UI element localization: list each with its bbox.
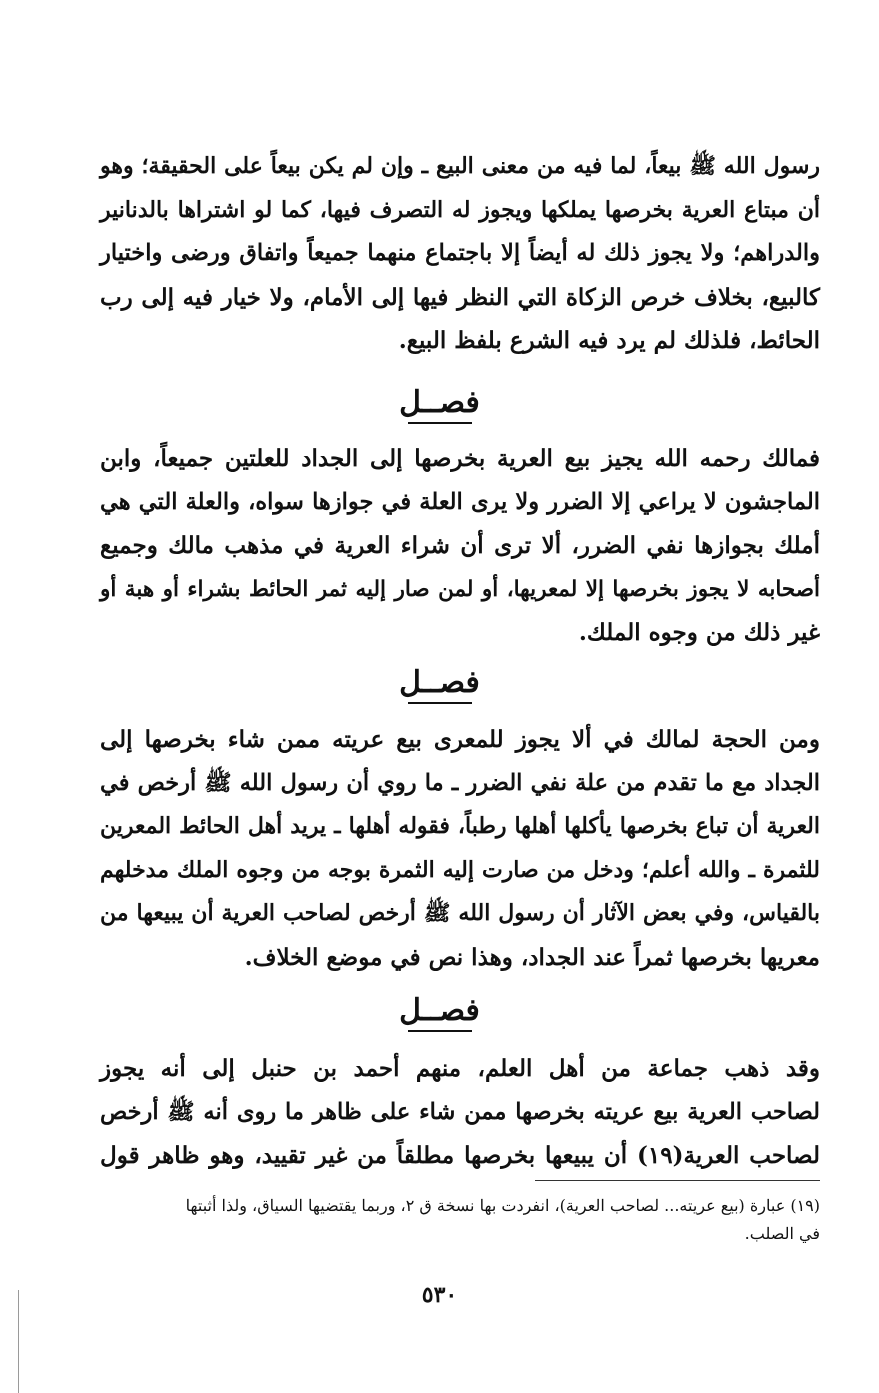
page-number: ٥٣٠ bbox=[421, 1282, 458, 1308]
paragraph-2 bbox=[100, 437, 820, 655]
text-line: الماجشون لا يراعي إلا الضرر ولا يرى العلة في جوازها سواه، والعلة التي هي bbox=[100, 488, 820, 515]
text-line: العرية أن تباع بخرصها يأكلها أهلها رطباً، فقوله أهلها ـ يريد أهل الحائط المعرين bbox=[100, 813, 820, 839]
text-line: معريها بخرصها ثمراً عند الجداد، وهذا نص في موضع الخلاف. bbox=[244, 943, 820, 971]
text-line: أصحابه لا يجوز بخرصها إلا لمعريها، أو لمن صار إليه ثمر الحائط بشراء أو هبة أو bbox=[100, 576, 820, 602]
text-line: الجداد مع ما تقدم من علة نفي الضرر ـ ما روي أن رسول الله ﷺ أرخص في bbox=[100, 769, 820, 796]
text-line: الحائط، فلذلك لم يرد فيه الشرع بلفظ البيع. bbox=[398, 327, 820, 354]
footnote-line: في الصلب. bbox=[744, 1224, 820, 1243]
section-heading-text: فصــل bbox=[399, 993, 480, 1028]
text-line: بالقياس، وفي بعض الآثار أن رسول الله ﷺ أرخص لصاحب العرية أن يبيعها من bbox=[100, 900, 820, 926]
paragraph-4 bbox=[100, 1047, 820, 1178]
footnote bbox=[100, 1192, 820, 1248]
text-line: للثمرة ـ والله أعلم؛ ودخل من صارت إليه الثمرة بوجه من وجوه الملك مدخلهم bbox=[100, 856, 820, 883]
text-line: كالبيع، بخلاف خرص الزكاة التي النظر فيها إلى الأمام، ولا خيار فيه إلى رب bbox=[100, 283, 820, 311]
section-heading-text: فصــل bbox=[399, 665, 480, 700]
text-line: لصاحب العرية بيع عريته بخرصها ممن شاء على ظاهر ما روى أنه ﷺ أرخص bbox=[100, 1098, 820, 1125]
text-line: وقد ذهب جماعة من أهل العلم، منهم أحمد بن حنبل إلى أنه يجوز bbox=[100, 1055, 820, 1082]
section-heading bbox=[0, 993, 879, 1032]
section-heading bbox=[0, 665, 879, 704]
footnote-divider bbox=[535, 1180, 820, 1181]
text-line: رسول الله ﷺ بيعاً، لما فيه من معنى البيع ـ وإن لم يكن بيعاً على الحقيقة؛ وهو bbox=[100, 153, 820, 179]
heading-underline bbox=[408, 422, 472, 424]
text-line: غير ذلك من وجوه الملك. bbox=[578, 619, 820, 646]
paragraph-1 bbox=[100, 145, 820, 363]
margin-rule bbox=[18, 1290, 19, 1393]
footnote-line: (١٩) عبارة (بيع عريته... لصاحب العرية)، انفردت بها نسخة ق ٢، وربما يقتضيها السياق، ولذا أثبتها bbox=[185, 1196, 820, 1215]
paragraph-3 bbox=[100, 718, 820, 979]
text-line: أملك بجوازها نفي الضرر، ألا ترى أن شراء العرية في مذهب مالك وجميع bbox=[100, 532, 820, 559]
text-line: والدراهم؛ ولا يجوز ذلك له أيضاً إلا باجتماع منهما جميعاً واتفاق ورضى واختيار bbox=[100, 240, 820, 266]
section-heading-text: فصــل bbox=[399, 385, 480, 420]
text-line: أن مبتاع العرية بخرصها يملكها ويجوز له التصرف فيها، كما لو اشتراها بالدنانير bbox=[100, 196, 820, 223]
text-line: ومن الحجة لمالك في ألا يجوز للمعرى بيع عريته ممن شاء بخرصها إلى bbox=[100, 726, 820, 753]
section-heading bbox=[0, 385, 879, 424]
heading-underline bbox=[408, 1030, 472, 1032]
text-line: لصاحب العرية(١٩) أن يبيعها بخرصها مطلقاً من غير تقييد، وهو ظاهر قول bbox=[100, 1142, 821, 1169]
text-line: فمالك رحمه الله يجيز بيع العرية بخرصها إلى الجداد للعلتين جميعاً، وابن bbox=[100, 445, 820, 472]
heading-underline bbox=[408, 702, 472, 704]
